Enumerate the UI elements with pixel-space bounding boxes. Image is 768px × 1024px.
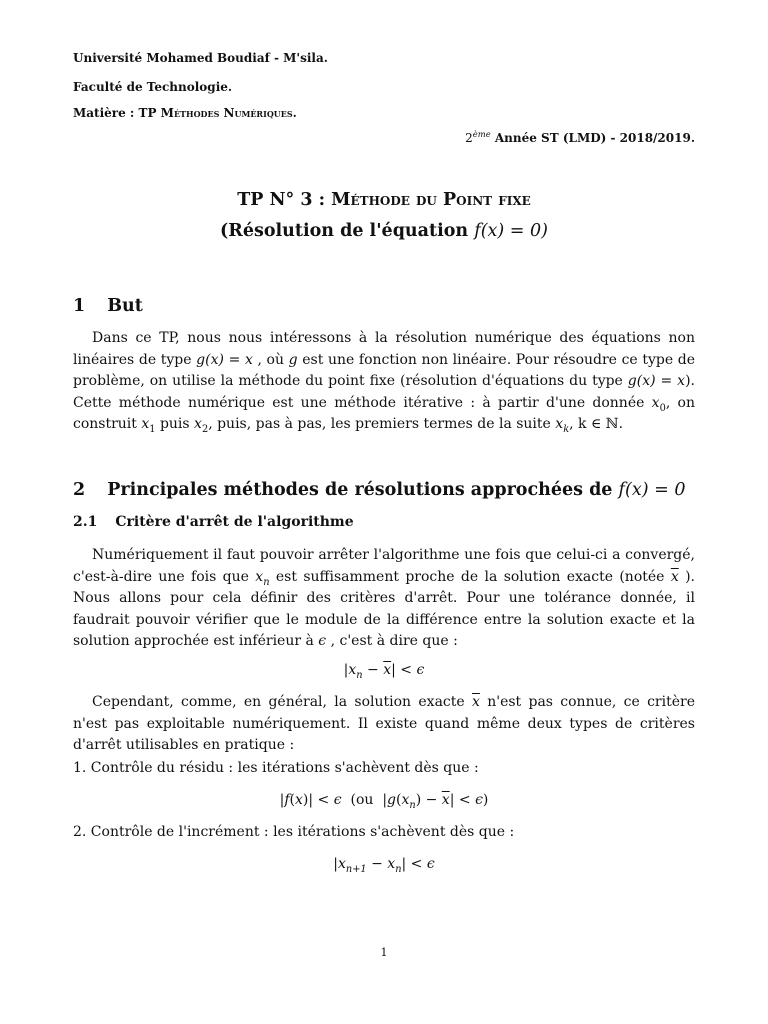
equation-stop-criterion: $|x_n - \overline{x}| < \epsilon$ bbox=[343, 662, 425, 681]
list-item-residual: 1. Contrôle du résidu : les itérations s'achèvent dès que : bbox=[73, 760, 479, 776]
section-title: But bbox=[107, 296, 143, 316]
subsection-2-1-heading bbox=[73, 514, 354, 530]
paragraph-but: Dans ce TP, nous nous intéressons à la résolution numérique des équations non linéaires de type g(x) = x , où g est une fonction non linéaire. Pour résoudre ce type de problème, on utilise la méthode du point fixe (résolution d'équations du type g(x) = x). Cette méthode numérique est une méthode itérative : à partir d'une donnée $x_0$, on construit $x_1$ puis $x_2$, puis, pas à pas, les premiers termes de la suite $x_k$, k ∈ ℕ. bbox=[73, 330, 696, 436]
section-number: 2 bbox=[73, 480, 86, 500]
university-name: Université Mohamed Boudiaf - M'sila. bbox=[73, 51, 328, 65]
academic-year: 2ème Année ST (LMD) - 2018/2019. bbox=[465, 129, 695, 145]
subject-name: Méthodes Numériques. bbox=[160, 106, 297, 120]
section-1-heading bbox=[73, 296, 143, 316]
section-number: 1 bbox=[73, 296, 86, 316]
title-prefix: TP N° 3 : bbox=[237, 190, 332, 210]
year-superscript: ème bbox=[472, 129, 491, 139]
year-text: Année ST (LMD) - 2018/2019. bbox=[494, 131, 695, 145]
section-2-heading bbox=[73, 480, 685, 500]
paragraph-criteria: Numériquement il faut pouvoir arrêter l'algorithme une fois que celui-ci a convergé, c'est-à-dire une fois que $x_n$ est suffisamment proche de la solution exacte (notée $\overline{x}$ ). Nous allons pour cela définir des critères d'arrêt. Pour une tolérance donnée, il faudrait pouvoir vérifier que le module de la différence entre la solution exacte et la solution approchée est inférieur à ϵ , c'est à dire que : bbox=[73, 547, 695, 650]
subtitle-text: (Résolution de l'équation bbox=[220, 221, 475, 241]
section-equation: f(x) = 0 bbox=[618, 480, 686, 500]
page-number: 1 bbox=[380, 946, 388, 959]
equation-increment: $|x_{n+1} - x_n| < \epsilon$ bbox=[333, 856, 435, 875]
list-item-increment: 2. Contrôle de l'incrément : les itérations s'achèvent dès que : bbox=[73, 824, 515, 840]
faculty-name: Faculté de Technologie. bbox=[73, 80, 233, 94]
subsection-title: Critère d'arrêt de l'algorithme bbox=[115, 514, 354, 530]
paragraph-cependant: Cependant, comme, en général, la solution exacte $\overline{x}$ n'est pas connue, ce critère n'est pas exploitable numériquement. Il existe quand même deux types de critères d'arrêt utilisables en pratique : bbox=[73, 694, 695, 754]
subtitle-equation: f(x) = 0) bbox=[474, 221, 548, 241]
subsection-number: 2.1 bbox=[73, 514, 98, 530]
title-method-name: Méthode du Point fixe bbox=[331, 190, 531, 210]
subject-prefix: Matière : TP bbox=[73, 106, 161, 120]
document-subtitle bbox=[0, 221, 768, 241]
equation-residual: |f(x)| < ϵ (ou $|g(x_n) - \overline{x}| < \epsilon$) bbox=[279, 792, 489, 811]
subject-line bbox=[73, 106, 297, 120]
document-title bbox=[0, 190, 768, 210]
section-title: Principales méthodes de résolutions approchées de bbox=[107, 480, 619, 500]
